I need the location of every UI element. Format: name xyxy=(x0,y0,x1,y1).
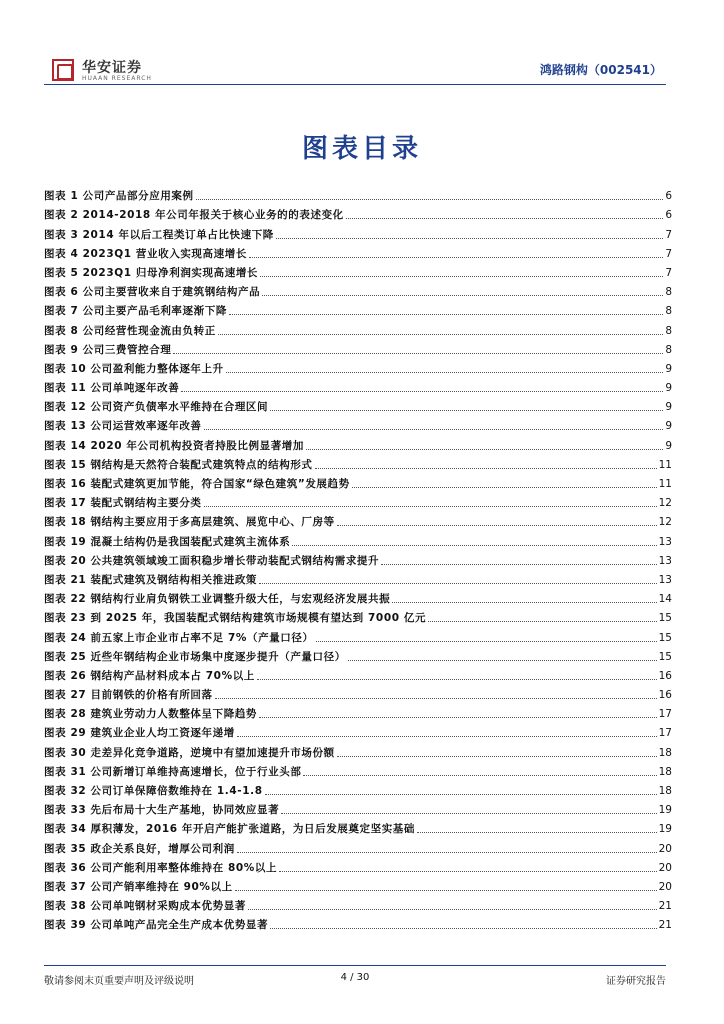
toc-entry-page: 9 xyxy=(665,401,672,414)
toc-entry[interactable] xyxy=(44,510,672,529)
toc-leader-dots xyxy=(262,295,663,296)
toc-leader-dots xyxy=(270,928,657,929)
toc-entry-label: 图表 3 2014 年以后工程类订单占比快速下降 xyxy=(44,228,274,241)
toc-entry-page: 13 xyxy=(658,573,672,586)
huaan-logo-icon xyxy=(52,59,74,81)
footer-divider xyxy=(44,965,666,966)
toc-entry-page: 16 xyxy=(658,669,672,682)
toc-leader-dots xyxy=(235,890,657,891)
toc-entry[interactable] xyxy=(44,587,672,606)
toc-entry[interactable] xyxy=(44,376,672,395)
toc-leader-dots xyxy=(417,832,657,833)
brand-name: 华安证券 xyxy=(82,60,142,76)
toc-entry[interactable] xyxy=(44,549,672,568)
toc-leader-dots xyxy=(381,564,657,565)
toc-entry-page: 8 xyxy=(665,305,672,318)
toc-entry-page: 15 xyxy=(658,631,672,644)
toc-entry-page: 6 xyxy=(665,209,672,222)
toc-leader-dots xyxy=(229,314,663,315)
toc-entry-label: 图表 11 公司单吨逐年改善 xyxy=(44,382,180,395)
toc-leader-dots xyxy=(215,698,657,699)
toc-entry-page: 15 xyxy=(658,650,672,663)
toc-entry-label: 图表 5 2023Q1 归母净利润实现高速增长 xyxy=(44,266,259,279)
toc-entry-label: 图表 20 公共建筑领域竣工面积稳步增长带动装配式钢结构需求提升 xyxy=(44,554,380,567)
toc-entry-label: 图表 1 公司产品部分应用案例 xyxy=(44,190,194,203)
toc-entry-page: 7 xyxy=(665,266,672,279)
toc-leader-dots xyxy=(315,468,657,469)
toc-entry[interactable] xyxy=(44,798,672,817)
toc-entry-page: 13 xyxy=(658,554,672,567)
toc-entry-label: 图表 6 公司主要营收来自于建筑钢结构产品 xyxy=(44,286,261,299)
toc-entry[interactable] xyxy=(44,491,672,510)
toc-entry-page: 8 xyxy=(665,324,672,337)
toc-entry[interactable] xyxy=(44,395,672,414)
toc-leader-dots xyxy=(173,353,663,354)
toc-entry[interactable] xyxy=(44,242,672,261)
toc-entry-label: 图表 9 公司三费管控合理 xyxy=(44,343,172,356)
toc-leader-dots xyxy=(249,257,663,258)
toc-entry-page: 16 xyxy=(658,689,672,702)
toc-entry-page: 18 xyxy=(658,765,672,778)
toc-entry-label: 图表 35 政企关系良好，增厚公司利润 xyxy=(44,842,235,855)
toc-leader-dots xyxy=(248,909,657,910)
company-ticker: 鸿路钢构（002541） xyxy=(539,63,662,77)
toc-entry-label: 图表 24 前五家上市企业市占率不足 7%（产量口径） xyxy=(44,631,314,644)
toc-entry-page: 7 xyxy=(665,247,672,260)
toc-entry[interactable] xyxy=(44,836,672,855)
toc-entry-page: 18 xyxy=(658,785,672,797)
toc-leader-dots xyxy=(303,775,656,776)
toc-entry-label: 图表 28 建筑业劳动力人数整体呈下降趋势 xyxy=(44,708,258,721)
toc-entry-label: 图表 29 建筑业企业人均工资逐年递增 xyxy=(44,727,235,740)
toc-entry-label: 图表 30 走差异化竞争道路，逆境中有望加速提升市场份额 xyxy=(44,746,335,759)
toc-leader-dots xyxy=(276,238,663,239)
toc-entry[interactable] xyxy=(44,683,672,702)
toc-entry-page: 8 xyxy=(665,343,672,356)
toc-entry-page: 19 xyxy=(658,804,672,817)
toc-entry-label: 图表 17 装配式钢结构主要分类 xyxy=(44,497,202,510)
toc-leader-dots xyxy=(428,621,657,622)
toc-leader-dots xyxy=(292,545,656,546)
toc-entry[interactable] xyxy=(44,894,672,913)
toc-entry[interactable] xyxy=(44,760,672,779)
page-footer xyxy=(44,972,666,988)
toc-entry[interactable] xyxy=(44,856,672,875)
toc-leader-dots xyxy=(348,660,657,661)
page-title: 图表目录 xyxy=(301,134,422,164)
figure-list xyxy=(44,184,672,932)
toc-leader-dots xyxy=(337,756,657,757)
page-header xyxy=(44,52,680,86)
footer-disclaimer: 敬请参阅末页重要声明及评级说明 xyxy=(44,976,194,987)
toc-entry-page: 9 xyxy=(665,362,672,375)
toc-leader-dots xyxy=(257,679,657,680)
toc-entry-label: 图表 39 公司单吨产品完全生产成本优势显著 xyxy=(44,919,269,932)
toc-entry[interactable] xyxy=(44,721,672,740)
toc-entry-page: 11 xyxy=(658,478,672,490)
toc-entry-label: 图表 2 2014-2018 年公司年报关于核心业务的的表述变化 xyxy=(44,209,344,222)
toc-entry[interactable] xyxy=(44,299,672,318)
toc-entry-label: 图表 19 混凝土结构仍是我国装配式建筑主流体系 xyxy=(44,535,291,548)
toc-entry-label: 图表 4 2023Q1 营业收入实现高速增长 xyxy=(44,247,247,260)
toc-leader-dots xyxy=(259,717,657,718)
toc-entry-label: 图表 12 公司资产负债率水平维持在合理区间 xyxy=(44,401,269,414)
toc-entry-page: 6 xyxy=(665,190,672,203)
toc-entry[interactable] xyxy=(44,702,672,721)
toc-entry[interactable] xyxy=(44,740,672,759)
toc-leader-dots xyxy=(352,487,657,488)
toc-entry[interactable] xyxy=(44,261,672,280)
toc-entry-page: 14 xyxy=(658,593,672,606)
toc-entry[interactable] xyxy=(44,357,672,376)
toc-entry[interactable] xyxy=(44,875,672,894)
toc-leader-dots xyxy=(226,372,664,373)
toc-entry[interactable] xyxy=(44,472,672,491)
toc-entry-page: 20 xyxy=(658,861,672,874)
toc-leader-dots xyxy=(259,583,657,584)
toc-leader-dots xyxy=(270,410,663,411)
toc-entry[interactable] xyxy=(44,338,672,357)
toc-entry[interactable] xyxy=(44,529,672,548)
toc-leader-dots xyxy=(306,449,663,450)
toc-entry-label: 图表 10 公司盈利能力整体逐年上升 xyxy=(44,362,224,375)
toc-entry-label: 图表 21 装配式建筑及钢结构相关推进政策 xyxy=(44,573,258,586)
toc-entry-label: 图表 33 先后布局十大生产基地，协同效应显著 xyxy=(44,804,280,817)
toc-entry-page: 9 xyxy=(665,420,672,433)
toc-entry-page: 13 xyxy=(658,535,672,548)
toc-entry-page: 9 xyxy=(665,382,672,395)
toc-entry-page: 19 xyxy=(658,823,672,836)
toc-leader-dots xyxy=(204,506,657,507)
header-divider xyxy=(44,84,666,85)
toc-entry[interactable] xyxy=(44,568,672,587)
toc-entry-page: 7 xyxy=(665,228,672,241)
toc-leader-dots xyxy=(260,276,663,277)
toc-leader-dots xyxy=(218,334,663,335)
toc-entry-label: 图表 34 厚积薄发，2016 年开启产能扩张道路，为日后发展奠定坚实基础 xyxy=(44,823,416,836)
toc-entry[interactable] xyxy=(44,606,672,625)
toc-leader-dots xyxy=(279,871,657,872)
toc-entry[interactable] xyxy=(44,414,672,433)
toc-entry-label: 图表 26 钢结构产品材料成本占 70%以上 xyxy=(44,669,255,682)
toc-entry-page: 20 xyxy=(658,842,672,855)
toc-entry-label: 图表 14 2020 年公司机构投资者持股比例显著增加 xyxy=(44,439,305,452)
toc-leader-dots xyxy=(237,736,657,737)
toc-entry-page: 18 xyxy=(658,746,672,759)
toc-entry-page: 12 xyxy=(658,497,672,510)
toc-entry-label: 图表 36 公司产能利用率整体维持在 80%以上 xyxy=(44,861,278,874)
page-number: 4 / 30 xyxy=(340,972,370,983)
toc-leader-dots xyxy=(196,199,664,200)
toc-entry-label: 图表 8 公司经营性现金流由负转正 xyxy=(44,324,216,337)
toc-entry-label: 图表 23 到 2025 年，我国装配式钢结构建筑市场规模有望达到 7000 亿元 xyxy=(44,612,427,625)
toc-leader-dots xyxy=(392,602,656,603)
toc-leader-dots xyxy=(265,794,657,795)
toc-entry-page: 15 xyxy=(658,612,672,625)
footer-doc-type: 证券研究报告 xyxy=(606,976,666,987)
toc-entry[interactable] xyxy=(44,664,672,683)
toc-entry-label: 图表 15 钢结构是天然符合装配式建筑特点的结构形式 xyxy=(44,458,313,471)
toc-entry-page: 20 xyxy=(658,880,672,893)
toc-entry-page: 17 xyxy=(658,708,672,721)
toc-entry[interactable] xyxy=(44,625,672,644)
toc-entry-page: 12 xyxy=(658,516,672,529)
toc-entry[interactable] xyxy=(44,203,672,222)
toc-entry[interactable] xyxy=(44,184,672,203)
toc-entry-label: 图表 27 目前钢铁的价格有所回落 xyxy=(44,689,213,702)
toc-leader-dots xyxy=(204,429,664,430)
toc-entry-page: 21 xyxy=(658,919,672,932)
brand-name-en: HUAAN RESEARCH xyxy=(82,75,152,82)
toc-entry[interactable] xyxy=(44,645,672,664)
toc-entry[interactable] xyxy=(44,913,672,932)
toc-entry-label: 图表 16 装配式建筑更加节能，符合国家“绿色建筑”发展趋势 xyxy=(44,478,350,490)
toc-entry-label: 图表 7 公司主要产品毛利率逐渐下降 xyxy=(44,305,227,318)
toc-entry-label: 图表 13 公司运营效率逐年改善 xyxy=(44,420,202,433)
toc-leader-dots xyxy=(281,813,656,814)
toc-entry-label: 图表 31 公司新增订单维持高速增长，位于行业头部 xyxy=(44,765,302,778)
toc-entry-page: 21 xyxy=(658,900,672,913)
toc-entry-label: 图表 37 公司产销率维持在 90%以上 xyxy=(44,880,233,893)
toc-leader-dots xyxy=(316,641,657,642)
toc-leader-dots xyxy=(237,852,657,853)
toc-entry-page: 17 xyxy=(658,727,672,740)
toc-entry[interactable] xyxy=(44,318,672,337)
toc-entry-page: 11 xyxy=(658,458,672,471)
toc-leader-dots xyxy=(181,391,663,392)
toc-entry[interactable] xyxy=(44,280,672,299)
toc-entry-label: 图表 18 钢结构主要应用于多高层建筑、展览中心、厂房等 xyxy=(44,516,335,529)
toc-leader-dots xyxy=(337,525,657,526)
toc-leader-dots xyxy=(346,218,664,219)
toc-entry-label: 图表 32 公司订单保障倍数维持在 1.4-1.8 xyxy=(44,785,263,797)
toc-entry[interactable] xyxy=(44,453,672,472)
toc-entry-page: 8 xyxy=(665,286,672,299)
toc-entry-label: 图表 22 钢结构行业肩负钢铁工业调整升级大任，与宏观经济发展共振 xyxy=(44,593,391,606)
toc-entry-label: 图表 25 近些年钢结构企业市场集中度逐步提升（产量口径） xyxy=(44,650,346,663)
toc-entry[interactable] xyxy=(44,779,672,798)
toc-entry-label: 图表 38 公司单吨钢材采购成本优势显著 xyxy=(44,900,246,913)
toc-entry-page: 9 xyxy=(665,439,672,452)
toc-entry[interactable] xyxy=(44,817,672,836)
toc-entry[interactable] xyxy=(44,433,672,452)
toc-entry[interactable] xyxy=(44,222,672,241)
